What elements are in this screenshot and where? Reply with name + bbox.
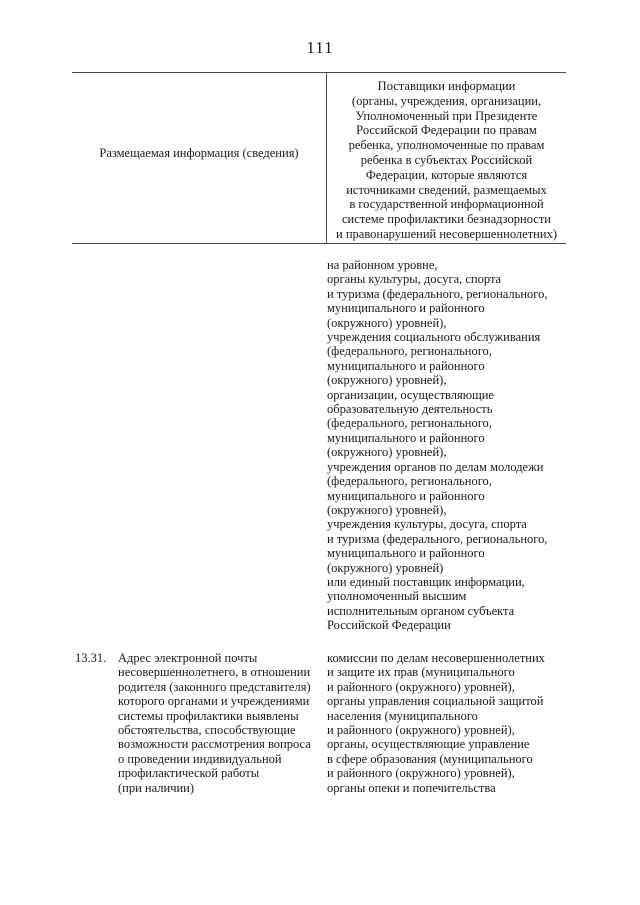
- row-info-line: которого органами и учреждениями: [118, 694, 310, 709]
- header-providers-line: Уполномоченный при Президенте: [355, 108, 538, 123]
- row-info-line: обстоятельства, способствующие: [118, 723, 296, 738]
- row-provider-line: и защите их прав (муниципального: [327, 665, 515, 680]
- continued-providers-line: (федерального, регионального,: [327, 344, 492, 359]
- continued-providers-line: учреждения культуры, досуга, спорта: [327, 517, 527, 532]
- row-info-line: Адрес электронной почты: [118, 651, 258, 665]
- row-info-line: профилактической работы: [118, 766, 260, 781]
- continued-providers-line: на районном уровне,: [327, 258, 438, 272]
- continued-providers-line: и туризма (федерального, регионального,: [327, 531, 548, 546]
- row-info-line: системы профилактики выявлены: [118, 708, 299, 723]
- row-provider-line: органы, осуществляющие управление: [327, 737, 530, 752]
- continued-providers-line: образовательную деятельность: [327, 402, 493, 417]
- header-providers-line: системе профилактики безнадзорности: [342, 212, 551, 227]
- row-provider-line: и районного (окружного) уровней),: [327, 723, 515, 738]
- row-info-line: о проведении индивидуальной: [118, 751, 282, 766]
- row-provider-line: органы управления социальной защитой: [327, 694, 544, 709]
- continued-providers-line: и туризма (федерального, регионального,: [327, 286, 548, 301]
- header-providers-line: ребенка, уполномоченные по правам: [348, 138, 545, 153]
- continued-providers-line: муниципального и районного: [327, 430, 485, 445]
- row-13-31-info-cell: [118, 651, 323, 795]
- continued-providers-line: муниципального и районного: [327, 488, 485, 503]
- header-providers-line: (органы, учреждения, организации,: [351, 93, 542, 108]
- continued-providers-line: муниципального и районного: [327, 358, 485, 373]
- table-header-top-rule: [72, 72, 566, 73]
- continued-providers-line: (окружного) уровней),: [327, 315, 447, 330]
- continued-providers-line: организации, осуществляющие: [327, 387, 494, 402]
- continued-providers-line: или единый поставщик информации,: [327, 574, 525, 589]
- row-info-line: (при наличии): [118, 780, 195, 795]
- header-providers-line: Российской Федерации по правам: [356, 123, 537, 138]
- continued-providers-line: (окружного) уровней),: [327, 445, 447, 460]
- continued-providers-line: (федерального, регионального,: [327, 416, 492, 431]
- continued-providers-line: органы культуры, досуга, спорта: [327, 272, 502, 287]
- continued-providers-line: учреждения органов по делам молодежи: [327, 459, 544, 474]
- continued-providers-line: муниципального и районного: [327, 546, 485, 561]
- header-info-column: Размещаемая информация (сведения): [99, 146, 299, 160]
- continued-providers-line: (окружного) уровней),: [327, 502, 447, 517]
- continued-providers-line: уполномоченный высшим: [327, 589, 467, 604]
- row-provider-line: в сфере образования (муниципального: [327, 751, 533, 766]
- header-providers-line: Поставщики информации: [377, 79, 516, 93]
- continued-providers-cell: [327, 258, 567, 633]
- header-providers-line: и правонарушений несовершеннолетних): [336, 226, 557, 241]
- continued-providers-line: (окружного) уровней),: [327, 373, 447, 388]
- continued-providers-line: (федерального, регионального,: [327, 474, 492, 489]
- row-info-line: возможности рассмотрения вопроса: [118, 737, 311, 752]
- header-providers-line: источниками сведений, размещаемых: [346, 182, 547, 197]
- header-providers-line: ребенка в субъектах Российской: [360, 152, 533, 167]
- row-info-line: несовершеннолетнего, в отношении: [118, 665, 311, 680]
- continued-providers-line: исполнительным органом субъекта: [327, 603, 515, 618]
- continued-providers-line: Российской Федерации: [327, 618, 451, 633]
- row-provider-line: и районного (окружного) уровней),: [327, 679, 515, 694]
- continued-providers-line: (окружного) уровней): [327, 560, 444, 575]
- page-number: 111: [306, 38, 334, 57]
- row-provider-line: населения (муниципального: [327, 708, 478, 723]
- header-providers-line: в государственной информационной: [349, 197, 544, 212]
- row-provider-line: и районного (окружного) уровней),: [327, 766, 515, 781]
- row-info-line: родителя (законного представителя): [118, 679, 311, 694]
- row-provider-line: органы опеки и попечительства: [327, 780, 496, 795]
- table-header-bottom-rule: [72, 243, 566, 244]
- row-13-31-providers-cell: [327, 651, 567, 795]
- continued-providers-line: муниципального и районного: [327, 301, 485, 316]
- row-13-31-number: 13.31.: [75, 651, 107, 665]
- row-provider-line: комиссии по делам несовершеннолетних: [327, 651, 545, 665]
- continued-providers-line: учреждения социального обслуживания: [327, 330, 541, 345]
- header-providers-column: [327, 79, 566, 242]
- header-providers-line: Федерации, которые являются: [365, 167, 528, 182]
